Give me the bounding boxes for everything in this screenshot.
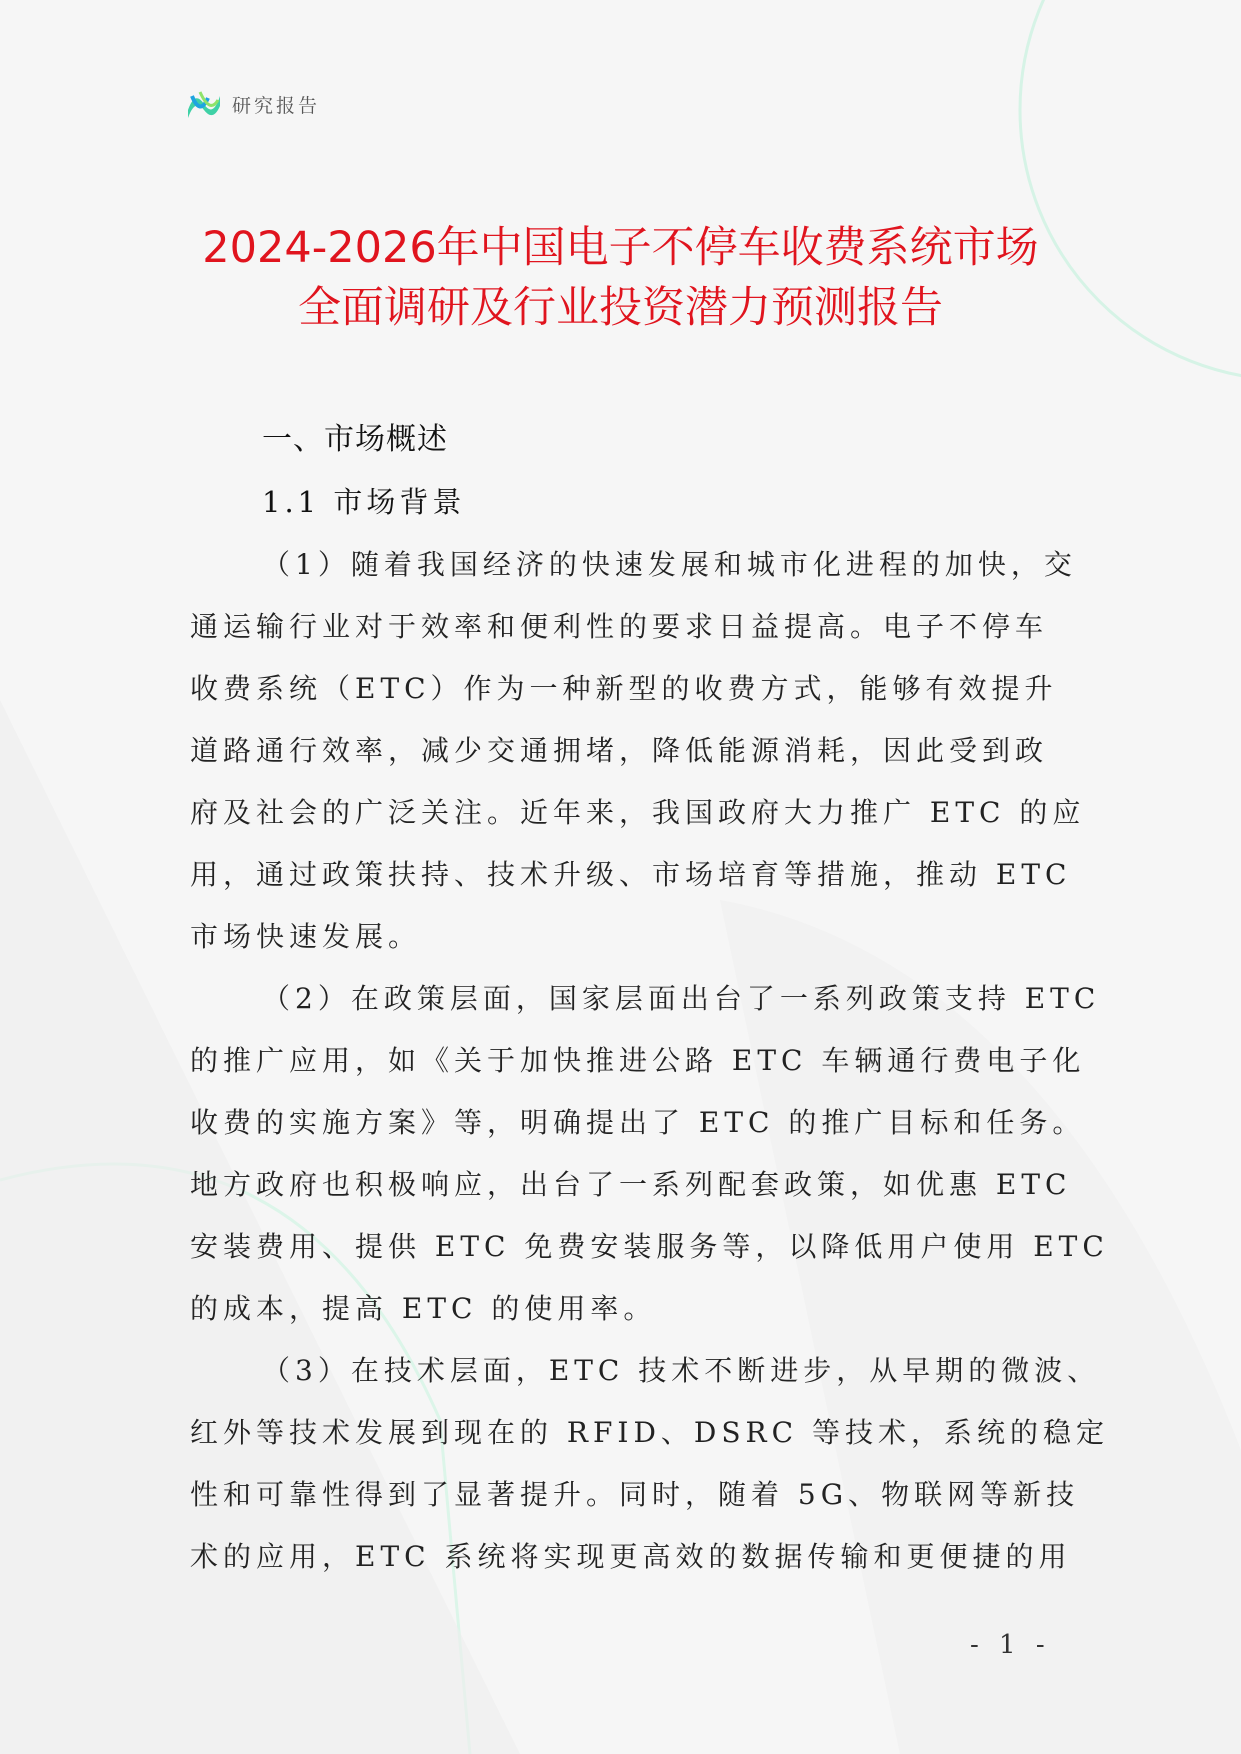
paragraph-line: 收费系统（ETC）作为一种新型的收费方式，能够有效提升 (190, 672, 1058, 705)
paragraph-line: 道路通行效率，减少交通拥堵，降低能源消耗，因此受到政 (190, 734, 1049, 767)
paragraph-line: （1）随着我国经济的快速发展和城市化进程的加快，交 (262, 548, 1077, 581)
brand-label: 研究报告 (232, 94, 321, 117)
paragraph-line: 性和可靠性得到了显著提升。同时，随着 5G、物联网等新技 (190, 1478, 1080, 1511)
document-title (120, 218, 1121, 338)
paragraph-3 (190, 1340, 1109, 1588)
paragraph-line: 红外等技术发展到现在的 RFID、DSRC 等技术，系统的稳定 (190, 1416, 1109, 1449)
title-line-2: 全面调研及行业投资潜力预测报告 (298, 283, 943, 333)
paragraph-line: 安装费用、提供 ETC 免费安装服务等，以降低用户使用 ETC (190, 1230, 1109, 1263)
paragraph-line: 用，通过政策扶持、技术升级、市场培育等措施，推动 ETC (190, 858, 1072, 891)
title-line-1: 2024-2026年中国电子不停车收费系统市场 (202, 223, 1039, 273)
brand-logo-icon (186, 88, 222, 120)
paragraph-line: 府及社会的广泛关注。近年来，我国政府大力推广 ETC 的应 (190, 796, 1086, 829)
brand-header (186, 88, 320, 120)
paragraph-line: 术的应用，ETC 系统将实现更高效的数据传输和更便捷的用 (190, 1540, 1072, 1573)
paragraph-1 (190, 534, 1086, 968)
paragraph-line: 市场快速发展。 (190, 920, 422, 953)
section-heading: 一、市场概述 (262, 422, 448, 457)
page-number: - 1 - (970, 1630, 1051, 1660)
paragraph-line: 地方政府也积极响应，出台了一系列配套政策，如优惠 ETC (190, 1168, 1072, 1201)
paragraph-line: （3）在技术层面，ETC 技术不断进步，从早期的微波、 (262, 1354, 1101, 1387)
paragraph-line: 的推广应用，如《关于加快推进公路 ETC 车辆通行费电子化 (190, 1044, 1086, 1077)
paragraph-line: 的成本，提高 ETC 的使用率。 (190, 1292, 657, 1325)
paragraph-line: 通运输行业对于效率和便利性的要求日益提高。电子不停车 (190, 610, 1049, 643)
paragraph-2 (190, 968, 1109, 1340)
subsection-heading: 1.1 市场背景 (262, 485, 466, 519)
paragraph-line: 收费的实施方案》等，明确提出了 ETC 的推广目标和任务。 (190, 1106, 1086, 1139)
paragraph-line: （2）在政策层面，国家层面出台了一系列政策支持 ETC (262, 982, 1101, 1015)
